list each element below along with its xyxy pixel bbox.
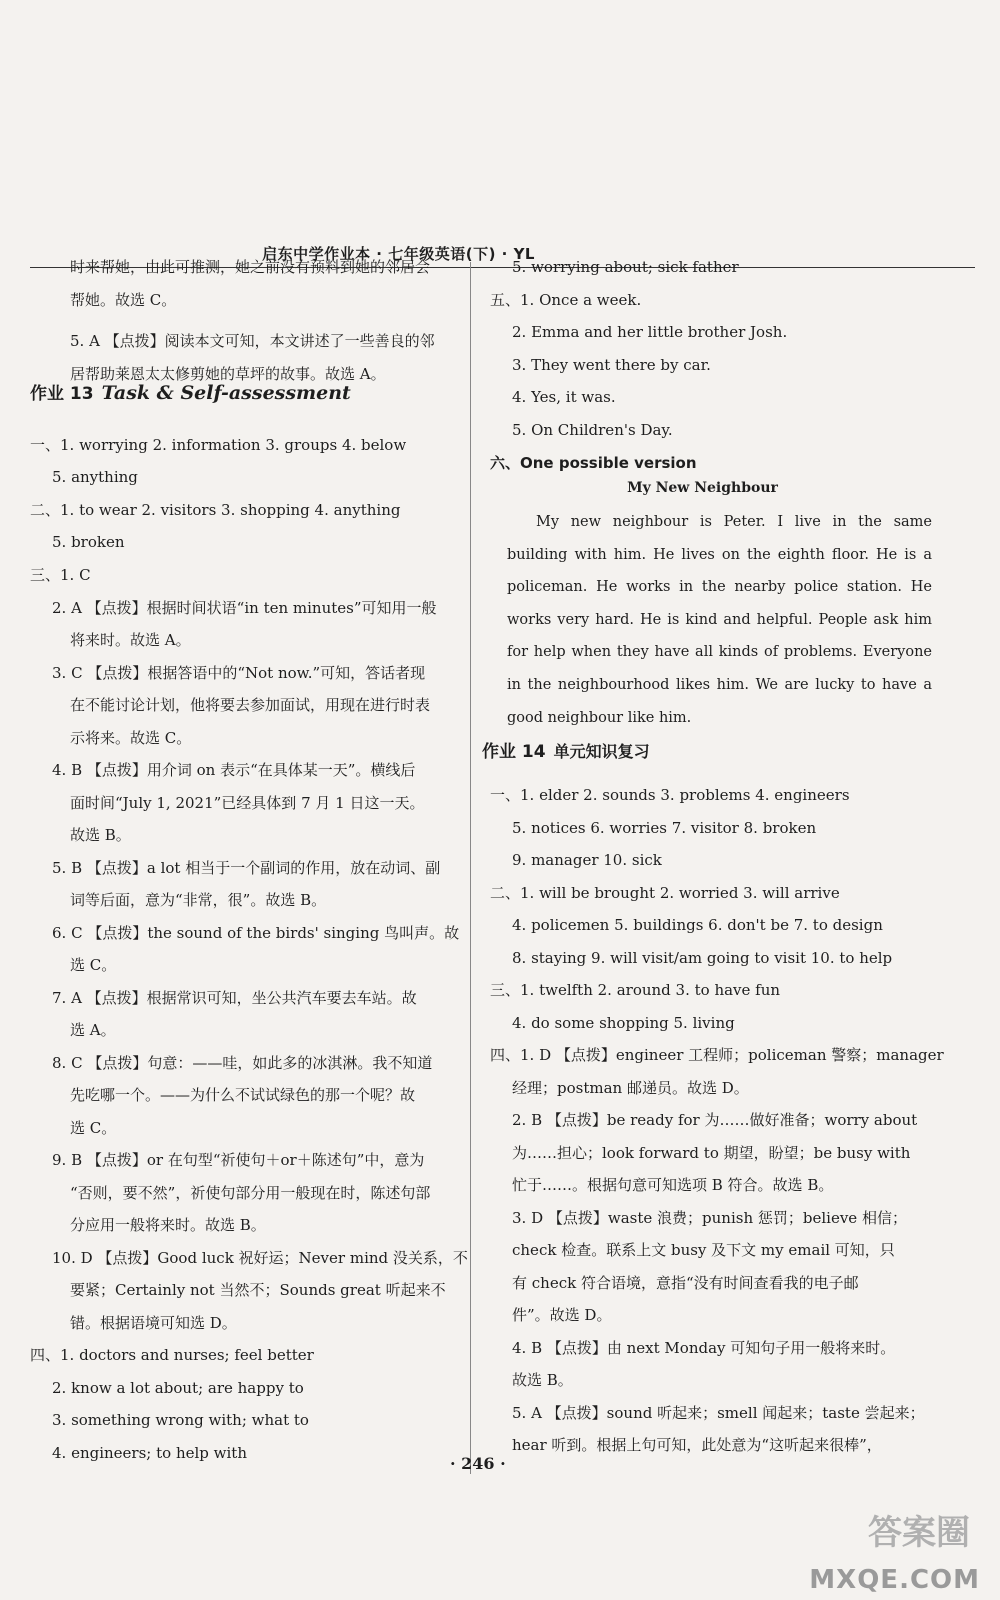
answer-line: 3. D 【点拨】waste 浪费；punish 惩罚；believe 相信； (512, 1209, 907, 1227)
answer-line: 4. B 【点拨】用介词 on 表示“在具体某一天”。横线后 (52, 761, 416, 779)
answer-line: 4. policemen 5. buildings 6. don't be 7. to design (512, 916, 883, 934)
watermark (800, 1505, 980, 1595)
answer-line: check 检查。联系上文 busy 及下文 my email 可知，只 (512, 1241, 895, 1259)
answer-line: 2. know a lot about; are happy to (52, 1379, 304, 1397)
answer-line: 在不能讨论计划，他将要去参加面试，用现在进行时表 (70, 696, 431, 714)
answer-line: 示将来。故选 C。 (70, 729, 192, 747)
essay-body (507, 506, 932, 734)
answer-line: 5. B 【点拨】a lot 相当于一个副词的作用，放在动词、副 (52, 859, 441, 877)
answer-line: 面时间“July 1, 2021”已经具体到 7 月 1 日这一天。 (70, 794, 425, 812)
answer-line: 四、1. doctors and nurses; feel better (30, 1346, 314, 1364)
section-14-number: 作业 14 (482, 742, 546, 762)
answer-line: 选 C。 (70, 1119, 117, 1137)
answer-line: 5. A 【点拨】阅读本文可知，本文讲述了一些善良的邻 (70, 332, 435, 350)
answer-line: 8. C 【点拨】句意：——哇，如此多的冰淇淋。我不知道 (52, 1054, 433, 1072)
answer-line: 忙于……。根据句意可知选项 B 符合。故选 B。 (512, 1176, 834, 1194)
answer-line: 4. engineers; to help with (52, 1444, 247, 1462)
section-14-title: 单元知识复习 (553, 742, 650, 761)
answer-line: 4. do some shopping 5. living (512, 1014, 735, 1032)
answer-line: 4. Yes, it was. (512, 388, 616, 406)
answer-line: 二、1. will be brought 2. worried 3. will arrive (490, 884, 840, 902)
watermark-text: MXQE.COM (809, 1565, 980, 1595)
page-number: · 246 · (450, 1454, 506, 1473)
answer-line: 一、1. elder 2. sounds 3. problems 4. engineers (490, 786, 850, 804)
answer-line: 五、1. Once a week. (490, 291, 642, 309)
answer-line: 选 A。 (70, 1021, 116, 1039)
answer-line: 2. B 【点拨】be ready for 为……做好准备；worry about (512, 1111, 918, 1129)
answer-line: 六、One possible version (490, 454, 697, 472)
answer-line: 10. D 【点拨】Good luck 祝好运；Never mind 没关系，不 (52, 1249, 468, 1267)
answer-line: 错。根据语境可知选 D。 (70, 1314, 237, 1332)
answer-line: 帮她。故选 C。 (70, 291, 177, 309)
section-14-heading (482, 740, 658, 763)
watermark-logo: 答案圈 (868, 1513, 970, 1553)
essay-title: My New Neighbour (627, 480, 778, 496)
section-13-heading (30, 382, 351, 405)
column-divider (470, 262, 471, 1474)
answer-line: 先吃哪一个。——为什么不试试绿色的那一个呢？故 (70, 1086, 416, 1104)
answer-line: 5. notices 6. worries 7. visitor 8. broken (512, 819, 817, 837)
answer-line: 5. broken (52, 533, 125, 551)
answer-line: 将来时。故选 A。 (70, 631, 191, 649)
answer-line: 2. Emma and her little brother Josh. (512, 323, 788, 341)
answer-line: 时来帮她，由此可推测，她之前没有预料到她的邻居会 (70, 258, 431, 276)
answer-line: 3. They went there by car. (512, 356, 711, 374)
answer-line: 为……担心；look forward to 期望，盼望；be busy with (512, 1144, 911, 1162)
answer-line: 分应用一般将来时。故选 B。 (70, 1216, 266, 1234)
answer-line: 5. anything (52, 468, 138, 486)
header-title: 启东中学作业本 · 七年级英语(下) · YL (262, 245, 535, 263)
answer-line: 2. A 【点拨】根据时间状语“in ten minutes”可知用一般 (52, 599, 437, 617)
answer-line: 5. A 【点拨】sound 听起来；smell 闻起来；taste 尝起来； (512, 1404, 925, 1422)
section-13-number: 作业 13 (30, 384, 94, 404)
answer-line: 选 C。 (70, 956, 117, 974)
answer-line: 要紧；Certainly not 当然不；Sounds great 听起来不 (70, 1281, 446, 1299)
answer-line: 5. On Children's Day. (512, 421, 673, 439)
answer-line: 一、1. worrying 2. information 3. groups 4. below (30, 436, 407, 454)
answer-line: 4. B 【点拨】由 next Monday 可知句子用一般将来时。 (512, 1339, 896, 1357)
answer-line: 件”。故选 D。 (512, 1306, 612, 1324)
answer-line: 3. something wrong with; what to (52, 1411, 309, 1429)
answer-line: hear 听到。根据上句可知，此处意为“这听起来很棒”， (512, 1436, 882, 1454)
answer-line: 8. staying 9. will visit/am going to visit 10. to help (512, 949, 893, 967)
answer-line: 故选 B。 (512, 1371, 573, 1389)
answer-line: 9. B 【点拨】or 在句型“祈使句＋or＋陈述句”中，意为 (52, 1151, 425, 1169)
answer-line: 经理；postman 邮递员。故选 D。 (512, 1079, 749, 1097)
answer-line: 3. C 【点拨】根据答语中的“Not now.”可知，答话者现 (52, 664, 426, 682)
answer-line: 7. A 【点拨】根据常识可知，坐公共汽车要去车站。故 (52, 989, 417, 1007)
answer-line: “否则，要不然”，祈使句部分用一般现在时，陈述句部 (70, 1184, 431, 1202)
answer-line: 二、1. to wear 2. visitors 3. shopping 4. anything (30, 501, 401, 519)
answer-line: 6. C 【点拨】the sound of the birds' singing 鸟叫声。故 (52, 924, 460, 942)
essay-paragraph: My new neighbour is Peter. I live in the same building with him. He lives on the eighth floor. He is a policeman. He works in the nearby police station. He works very hard. He is kind and helpful. People ask him for help when they have all kinds of problems. Everyone in the neighbourhood likes him. We are lucky to have a good neighbour like him. (507, 514, 932, 726)
answer-line: 9. manager 10. sick (512, 851, 662, 869)
section-13-title: Task & Self-assessment (101, 382, 351, 404)
answer-line: 5. worrying about; sick father (512, 258, 739, 276)
answer-line: 四、1. D 【点拨】engineer 工程师；policeman 警察；manager (490, 1046, 944, 1064)
answer-line: 三、1. C (30, 566, 91, 584)
answer-line: 故选 B。 (70, 826, 131, 844)
answer-line: 有 check 符合语境，意指“没有时间查看我的电子邮 (512, 1274, 859, 1292)
answer-line: 居帮助莱恩太太修剪她的草坪的故事。故选 A。 (70, 365, 386, 383)
answer-line: 词等后面，意为“非常，很”。故选 B。 (70, 891, 327, 909)
answer-line: 三、1. twelfth 2. around 3. to have fun (490, 981, 781, 999)
